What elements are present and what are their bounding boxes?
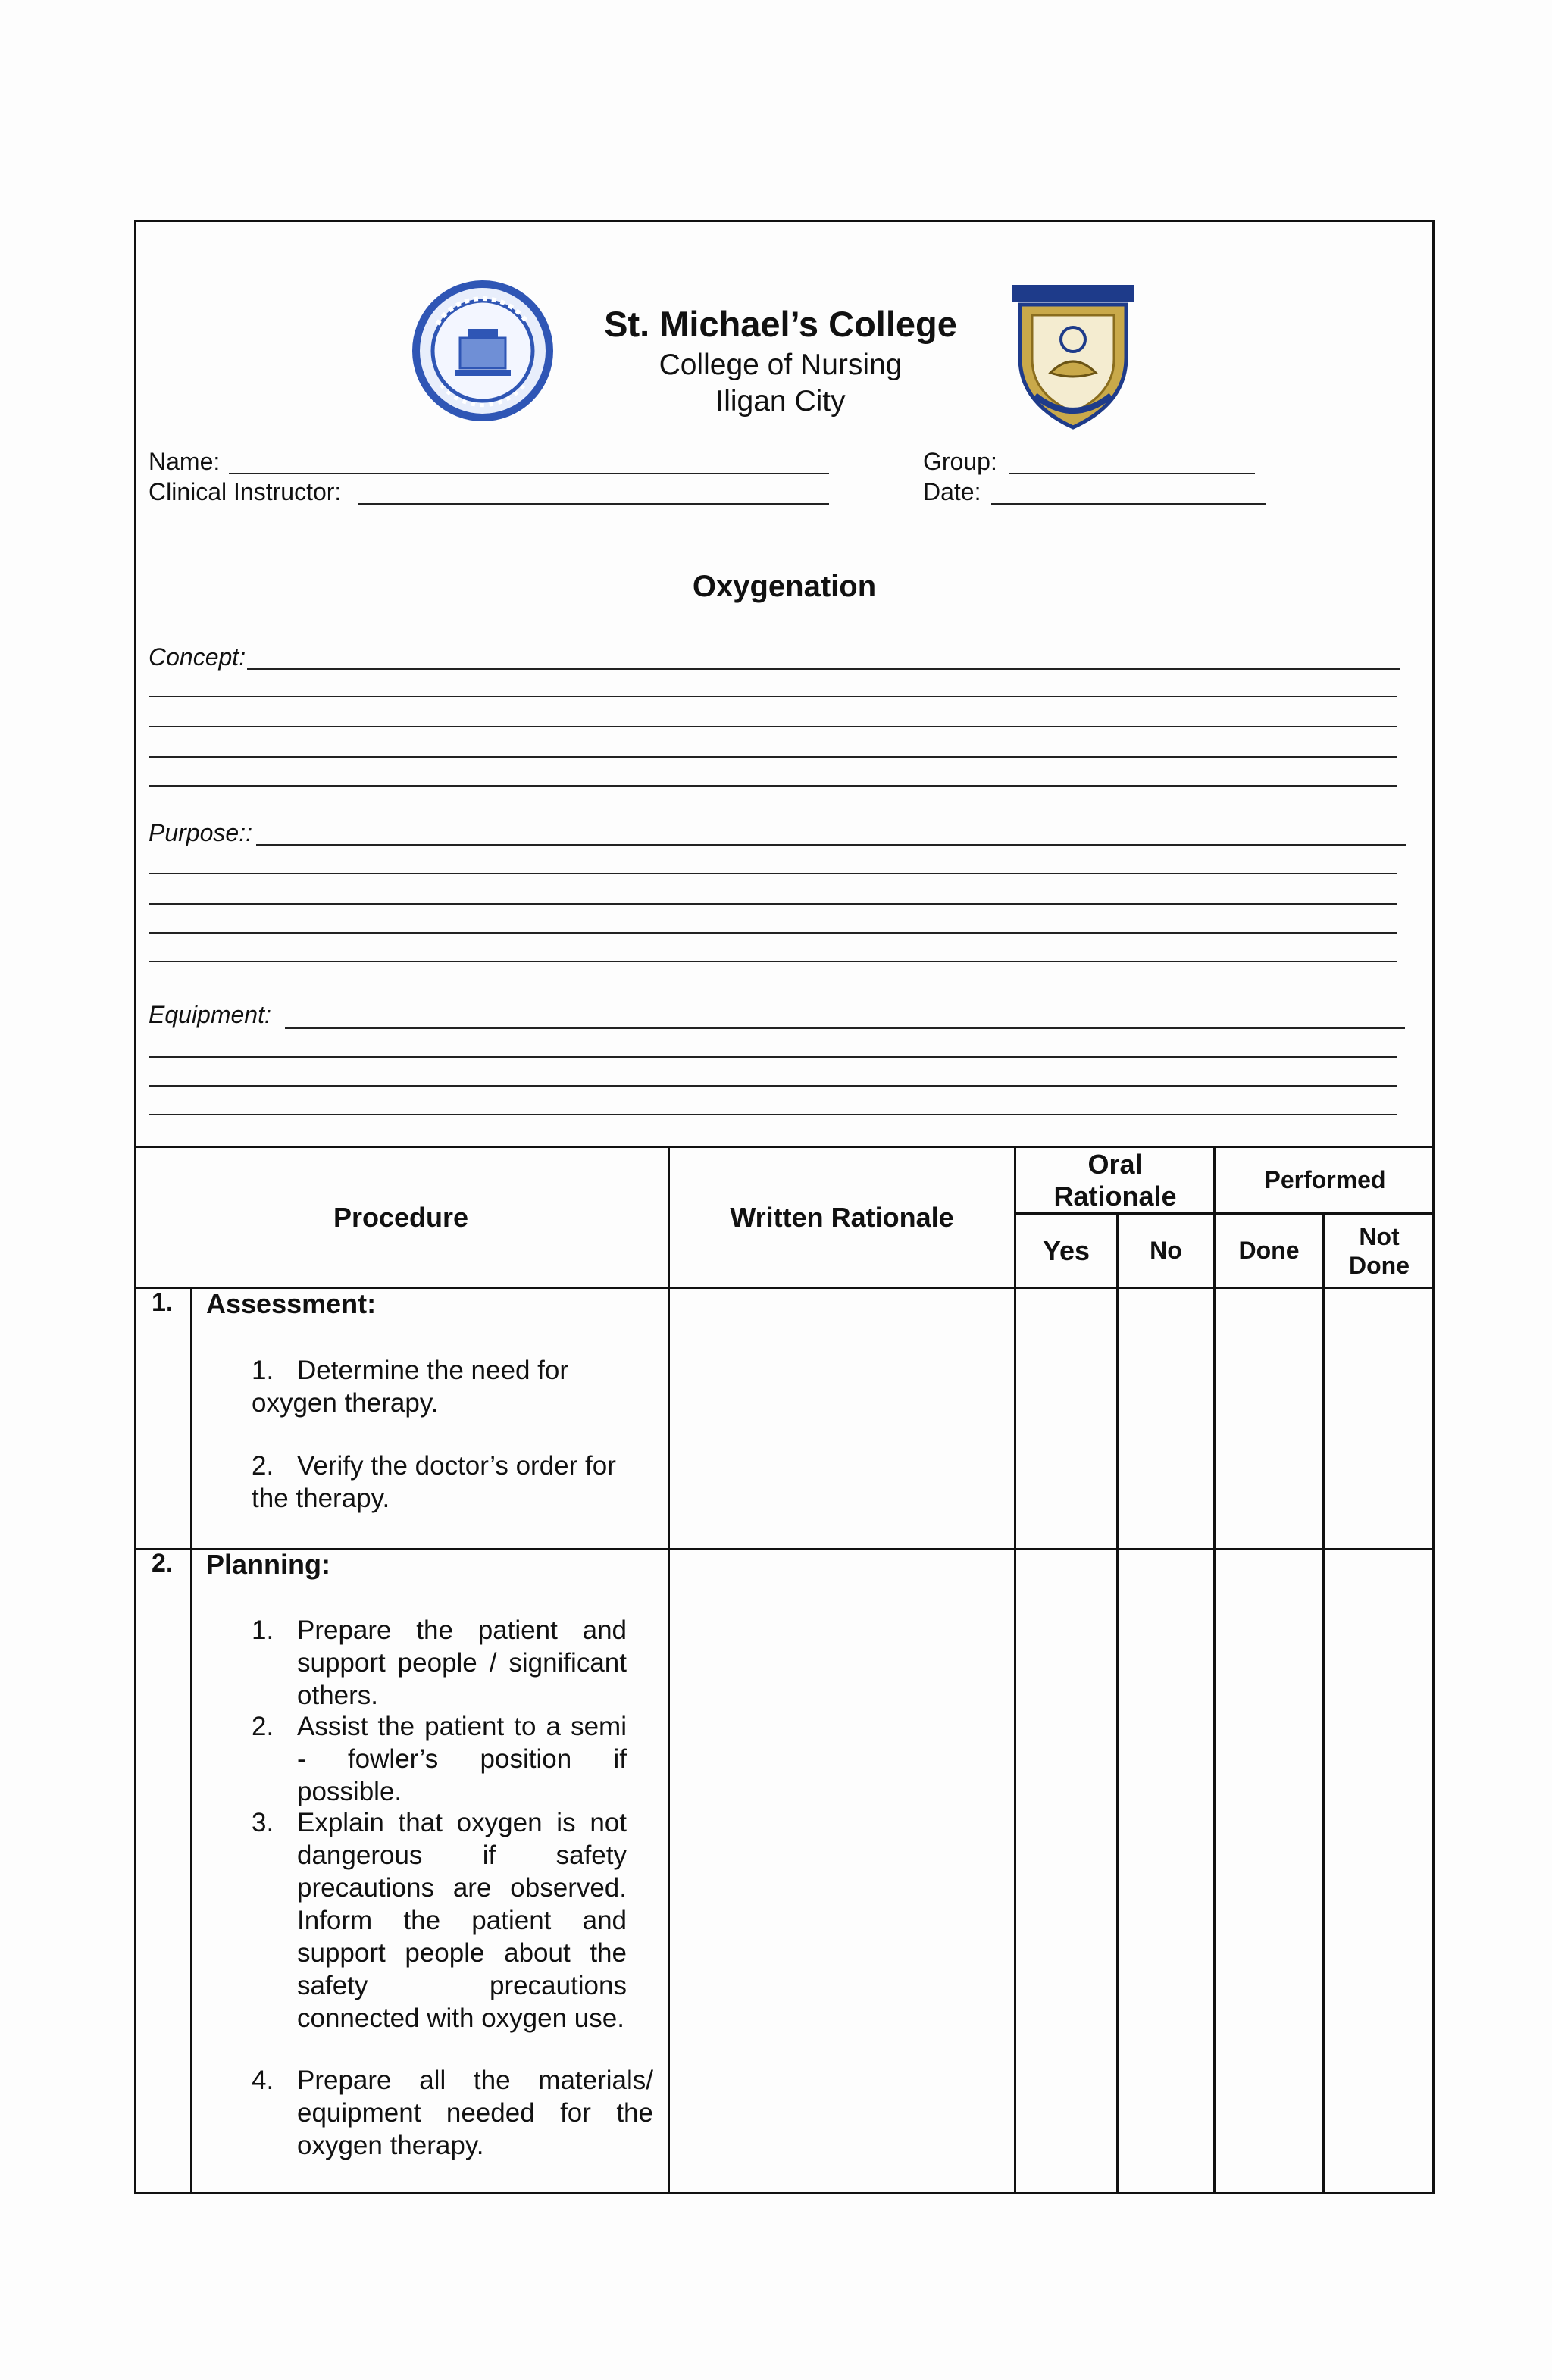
- equipment-line[interactable]: [149, 1114, 1397, 1115]
- date-label: Date:: [923, 478, 981, 505]
- col-divider-procedure: [668, 1146, 670, 2194]
- header-no: No: [1150, 1237, 1182, 1264]
- header-not-done: Not Done: [1349, 1222, 1410, 1279]
- header-procedure: Procedure: [333, 1201, 469, 1233]
- item-number: 1.: [252, 1356, 274, 1385]
- concept-line[interactable]: [149, 726, 1397, 727]
- row-section-title: Planning:: [206, 1549, 330, 1580]
- college-name: St. Michael’s College: [604, 304, 957, 344]
- section-title: Oxygenation: [692, 570, 877, 603]
- header-written-rationale: Written Rationale: [730, 1201, 954, 1233]
- col-divider-yes: [1116, 1212, 1119, 2194]
- purpose-line[interactable]: [149, 961, 1397, 962]
- college-department: College of Nursing: [659, 349, 903, 381]
- concept-line[interactable]: [149, 696, 1397, 697]
- item-text: Prepare all the materials/ equipment needed for the oxygen therapy.: [297, 2066, 653, 2160]
- purpose-label: Purpose::: [149, 819, 252, 846]
- item-number: 2.: [252, 1712, 274, 1741]
- purpose-line[interactable]: [149, 932, 1397, 934]
- equipment-label: Equipment:: [149, 1001, 271, 1028]
- equipment-line[interactable]: [149, 1056, 1397, 1058]
- header-oral-rationale: Oral Rationale: [1053, 1148, 1177, 1212]
- list-item: [252, 1710, 627, 1808]
- purpose-line[interactable]: [149, 903, 1397, 905]
- instructor-field[interactable]: [358, 503, 829, 505]
- instructor-label: Clinical Instructor:: [149, 478, 342, 505]
- col-divider-number: [190, 1287, 192, 2194]
- item-number: 1.: [252, 1615, 274, 1645]
- item-text: Assist the patient to a semi - fowler’s position if possible.: [297, 1712, 627, 1806]
- concept-line[interactable]: [149, 756, 1397, 758]
- item-text: Determine the need for oxygen therapy.: [252, 1356, 568, 1418]
- col-divider-written: [1014, 1146, 1016, 2194]
- col-divider-no: [1213, 1146, 1216, 2194]
- header-yes: Yes: [1042, 1234, 1090, 1266]
- row-section-title: Assessment:: [206, 1288, 377, 1319]
- header-done: Done: [1238, 1237, 1300, 1264]
- list-item: [252, 2064, 653, 2162]
- name-field[interactable]: [229, 473, 829, 474]
- row-number: 2.: [152, 1549, 174, 1578]
- purpose-line[interactable]: [149, 873, 1397, 874]
- header-performed: Performed: [1264, 1166, 1386, 1193]
- name-label: Name:: [149, 448, 221, 475]
- item-text: Verify the doctor’s order for the therapy.: [252, 1451, 616, 1513]
- date-field[interactable]: [991, 503, 1266, 505]
- list-item: [252, 1806, 627, 2034]
- equipment-line[interactable]: [149, 1085, 1397, 1087]
- equipment-line[interactable]: [285, 1027, 1405, 1029]
- concept-label: Concept:: [149, 643, 246, 671]
- purpose-line[interactable]: [256, 844, 1406, 846]
- item-text: Explain that oxygen is not dangerous if safety precautions are observed. Inform the patient and support people about the safety precautions connected with oxygen use.: [297, 1808, 627, 2033]
- item-text: Prepare the patient and support people / significant others.: [297, 1615, 627, 1710]
- group-label: Group:: [923, 448, 997, 475]
- item-number: 4.: [252, 2066, 274, 2095]
- concept-line[interactable]: [247, 668, 1400, 670]
- item-number: 3.: [252, 1808, 274, 1837]
- group-field[interactable]: [1009, 473, 1255, 474]
- row-number: 1.: [152, 1288, 174, 1317]
- col-divider-done: [1322, 1212, 1325, 2194]
- item-number: 2.: [252, 1451, 274, 1481]
- list-item: [252, 1354, 646, 1419]
- list-item: [252, 1614, 627, 1712]
- concept-line[interactable]: [149, 785, 1397, 787]
- college-city: Iligan City: [715, 385, 846, 418]
- list-item: [252, 1450, 646, 1515]
